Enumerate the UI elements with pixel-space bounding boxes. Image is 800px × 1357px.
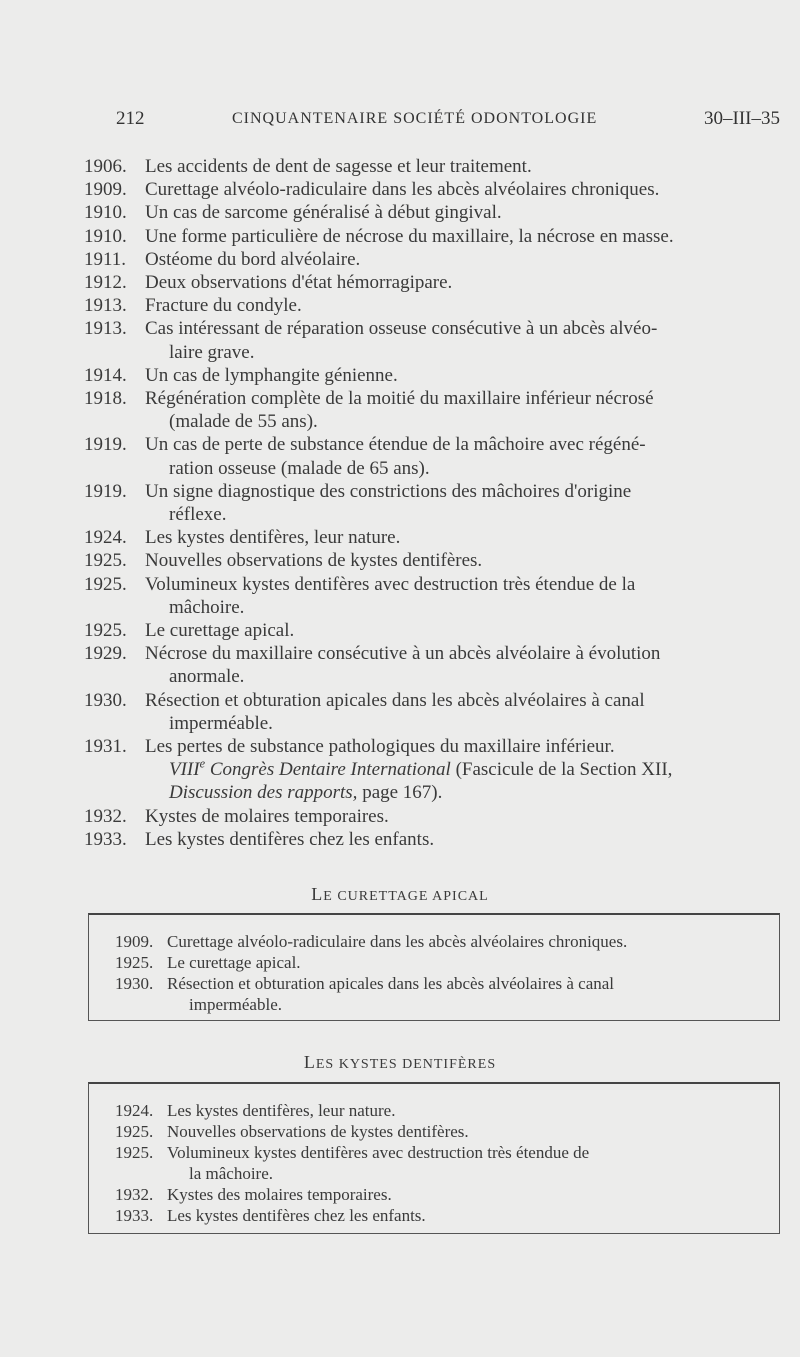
list-item (84, 689, 794, 735)
entry-year: 1914. (84, 364, 127, 386)
entry-title: Nécrose du maxillaire consécutive à un abcès alvéolaire à évolution anormale. (145, 643, 661, 688)
list-item (115, 931, 779, 952)
entry-year: 1906. (84, 156, 127, 177)
entry-title: Un cas de perte de substance étendue de la mâchoire avec régéné- ration osseuse (malade de 65 ans). (145, 434, 646, 479)
list-item (115, 1205, 779, 1226)
list-item (84, 201, 794, 224)
entry-title: Un cas de lymphangite génienne. (145, 364, 398, 386)
list-item (84, 828, 794, 851)
entry-year: 1909. (84, 179, 127, 201)
entry-title: Nouvelles observations de kystes dentifères. (167, 1122, 469, 1141)
entry-year: 1931. (84, 736, 127, 758)
list-item (84, 433, 794, 479)
list-item (84, 387, 794, 433)
entry-title: Résection et obturation apicales dans les abcès alvéolaires à canal imperméable. (167, 974, 615, 1014)
list-item (84, 573, 794, 619)
entry-year: 1925. (84, 550, 127, 572)
entry-title: Les accidents de dent de sagesse et leur traitement. (145, 156, 532, 177)
list-item (115, 1184, 779, 1205)
list-item (84, 549, 794, 572)
section-title-curettage: LE CURETTAGE APICAL (311, 884, 489, 904)
entry-title: Les kystes dentifères chez les enfants. (167, 1206, 426, 1225)
entry-year: 1932. (115, 1185, 154, 1204)
entry-year: 1930. (84, 689, 127, 711)
list-item (84, 178, 794, 201)
kystes-box (88, 1082, 780, 1234)
entry-year: 1930. (115, 974, 154, 993)
entry-year: 1913. (84, 295, 127, 317)
entry-year: 1933. (115, 1206, 154, 1225)
entry-year: 1924. (84, 527, 127, 549)
list-item (84, 619, 794, 642)
entry-title: Régénération complète de la moitié du maxillaire inférieur nécrosé (malade de 55 ans). (145, 388, 654, 433)
entry-title: Les kystes dentifères, leur nature. (145, 527, 401, 549)
entry-year: 1912. (84, 272, 127, 294)
entry-title: Curettage alvéolo-radiculaire dans les abcès alvéolaires chroniques. (145, 179, 660, 201)
list-item (115, 1100, 779, 1121)
entry-title: Le curettage apical. (167, 953, 301, 972)
entry-year: 1911. (84, 248, 127, 270)
entry-title: Résection et obturation apicales dans les abcès alvéolaires à canal imperméable. (145, 689, 645, 734)
entry-title: Fracture du condyle. (145, 295, 302, 317)
list-item (115, 1142, 779, 1184)
list-item (84, 642, 794, 688)
list-item (115, 973, 779, 1015)
list-item (84, 317, 794, 363)
entry-year: 1925. (115, 1122, 154, 1141)
publication-list (84, 155, 794, 851)
entry-year: 1918. (84, 388, 127, 410)
list-item (84, 294, 794, 317)
entry-title: Nouvelles observations de kystes dentifères. (145, 550, 483, 572)
entry-title: Cas intéressant de réparation osseuse consécutive à un abcès alvéo- laire grave. (145, 318, 658, 363)
entry-title: Curettage alvéolo-radiculaire dans les abcès alvéolaires chroniques. (167, 932, 628, 951)
header-date: 30–III–35 (704, 108, 780, 129)
entry-year: 1925. (115, 1143, 154, 1162)
entry-title: Les kystes dentifères, leur nature. (167, 1101, 396, 1120)
entry-title: Les pertes de substance pathologiques du maxillaire inférieur. VIIIe Congrès Dentaire International (Fascicule de la Section XII, Discussion des rapports, page 167). (145, 735, 794, 805)
entry-title: Une forme particulière de nécrose du maxillaire, la nécrose en masse. (145, 225, 674, 247)
list-item (84, 526, 794, 549)
entry-year: 1925. (84, 620, 127, 642)
entry-title: Kystes des molaires temporaires. (167, 1185, 392, 1204)
entry-title: Le curettage apical. (145, 620, 295, 642)
entry-title: Ostéome du bord alvéolaire. (145, 248, 361, 270)
section-title-kystes: LES KYSTES DENTIFÈRES (303, 1052, 497, 1072)
entry-year: 1910. (84, 202, 127, 224)
list-item (84, 155, 794, 178)
entry-title: Kystes de molaires temporaires. (145, 805, 389, 827)
list-item (115, 1121, 779, 1142)
entry-year: 1929. (84, 643, 127, 665)
page-number: 212 (116, 108, 145, 129)
list-item (84, 248, 794, 271)
entry-title: Un signe diagnostique des constrictions des mâchoires d'origine réflexe. (145, 480, 632, 526)
entry-title: Deux observations d'état hémorragipare. (145, 272, 453, 294)
entry-title: Un cas de sarcome généralisé à début gingival. (145, 202, 502, 224)
entry-year: 1919. (84, 480, 127, 502)
entry-title: Volumineux kystes dentifères avec destruction très étendue de la mâchoire. (167, 1143, 590, 1183)
entry-year: 1913. (84, 318, 127, 340)
entry-year: 1909. (115, 932, 154, 951)
page-header (116, 108, 792, 134)
entry-year: 1925. (84, 573, 127, 595)
entry-title: Volumineux kystes dentifères avec destruction très étendue de la mâchoire. (145, 573, 636, 618)
entry-year: 1933. (84, 828, 127, 850)
entry-title: Les kystes dentifères chez les enfants. (145, 828, 435, 850)
entry-year: 1925. (115, 953, 154, 972)
running-title: CINQUANTENAIRE SOCIÉTÉ ODONTOLOGIE (232, 110, 598, 127)
entry-year: 1910. (84, 225, 127, 247)
discussion-reference: Discussion des rapports, page 167). (169, 782, 443, 804)
list-item (84, 805, 794, 828)
entry-year: 1924. (115, 1101, 154, 1120)
list-item (84, 364, 794, 387)
curettage-box (88, 913, 780, 1021)
list-item (115, 952, 779, 973)
list-item (84, 225, 794, 248)
entry-year: 1919. (84, 434, 127, 456)
list-item (84, 271, 794, 294)
list-item (84, 735, 794, 805)
list-item (84, 480, 794, 526)
congress-reference: VIIIe Congrès Dentaire International (Fascicule de la Section XII, (169, 756, 673, 781)
entry-year: 1932. (84, 805, 127, 827)
